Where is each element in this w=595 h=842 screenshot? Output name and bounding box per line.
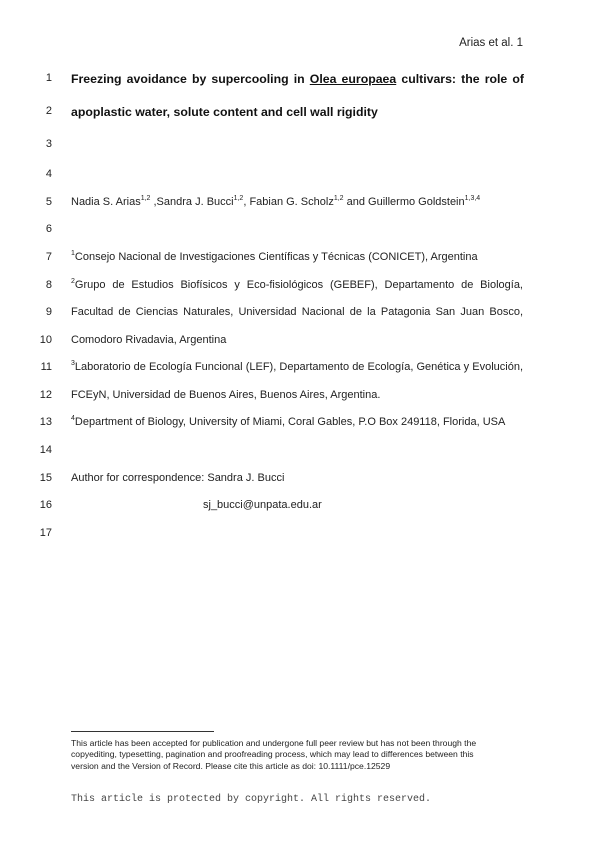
line-number: 11 [40,361,52,373]
title-text: Freezing avoidance by supercooling in [71,72,310,86]
affiliation-number: 3 [71,360,75,367]
line-number: 12 [39,389,52,401]
title-line-1 [71,72,524,86]
affiliation-3-line-1 [71,361,523,373]
affiliation-text: Consejo Nacional de Investigaciones Científicas y Técnicas (CONICET), Argentina [74,251,478,263]
manuscript-line [0,279,595,295]
line-number: 14 [39,444,52,456]
affiliation-3-line-2: FCEyN, Universidad de Buenos Aires, Buenos Aires, Argentina. [71,389,381,401]
manuscript-line [0,196,595,212]
affiliation-2-line-1 [71,279,523,291]
manuscript-line [0,223,595,239]
affiliation-text: Department of Biology, University of Miami, Coral Gables, P.O Box 249118, Florida, USA [74,416,506,428]
line-number: 7 [45,251,52,263]
author-affiliation-marker: 1,2 [333,195,344,202]
affiliation-number: 4 [71,415,75,422]
title-line-2: apoplastic water, solute content and cell wall rigidity [71,105,378,119]
affiliation-2-line-3: Comodoro Rivadavia, Argentina [71,334,227,346]
manuscript-line [0,251,595,267]
title-text: cultivars: the role of [396,72,524,86]
line-number: 9 [45,306,52,318]
author-affiliation-marker: 1,2 [140,195,151,202]
author-affiliation-marker: 1,3,4 [464,195,481,202]
line-number: 4 [45,168,52,180]
line-number: 6 [45,223,52,235]
line-number: 17 [39,527,52,539]
acceptance-footnote: This article has been accepted for publication and undergone full peer review but has not been through the copyediting, typesetting, pagination and proofreading process, which may lead to differences between this version and the Version of Record. Please cite this article as doi: 10.1111/pce.12529 [71,738,477,771]
affiliation-number: 2 [71,278,75,285]
correspondence-email[interactable]: sj_bucci@unpata.edu.ar [203,499,322,511]
manuscript-line [0,416,595,432]
manuscript-line [0,444,595,460]
author-name: ,Sandra J. Bucci [150,196,234,208]
affiliation-text: Laboratorio de Ecología Funcional (LEF), Departamento de Ecología, Genética y Evolución, [74,361,523,373]
affiliation-text: Grupo de Estudios Biofísicos y Eco-fisiológicos (GEBEF), Departamento de Biología, [74,279,523,291]
line-number: 1 [45,72,52,84]
author-name: Nadia S. Arias [71,196,141,208]
manuscript-line [0,499,595,515]
line-number: 13 [39,416,52,428]
author-affiliation-marker: 1,2 [233,195,244,202]
affiliation-2-line-2: Facultad de Ciencias Naturales, Universidad Nacional de la Patagonia San Juan Bosco, [71,306,523,318]
affiliation-number: 1 [71,250,75,257]
correspondence-label: Author for correspondence: Sandra J. Bucci [71,472,285,484]
manuscript-line [0,334,595,350]
manuscript-line [0,72,595,88]
copyright-notice: This article is protected by copyright. All rights reserved. [71,794,432,805]
manuscript-line [0,361,595,377]
line-number: 5 [45,196,52,208]
line-number: 3 [45,138,52,150]
manuscript-line [0,138,595,154]
manuscript-line [0,389,595,405]
species-name: Olea europaea [309,72,397,86]
line-number: 8 [45,279,52,291]
footnote-divider [71,731,214,732]
manuscript-line [0,527,595,543]
affiliation-1 [71,251,523,263]
author-name: , Fabian G. Scholz [243,196,334,208]
manuscript-line [0,105,595,121]
line-number: 16 [39,499,52,511]
line-number: 2 [45,105,52,117]
manuscript-line [0,168,595,184]
line-number: 15 [39,472,52,484]
running-head: Arias et al. 1 [459,37,523,49]
manuscript-line [0,472,595,488]
affiliation-4 [71,416,523,428]
line-number: 10 [39,334,52,346]
author-list [71,196,523,208]
author-name: and Guillermo Goldstein [343,196,465,208]
manuscript-line [0,306,595,322]
